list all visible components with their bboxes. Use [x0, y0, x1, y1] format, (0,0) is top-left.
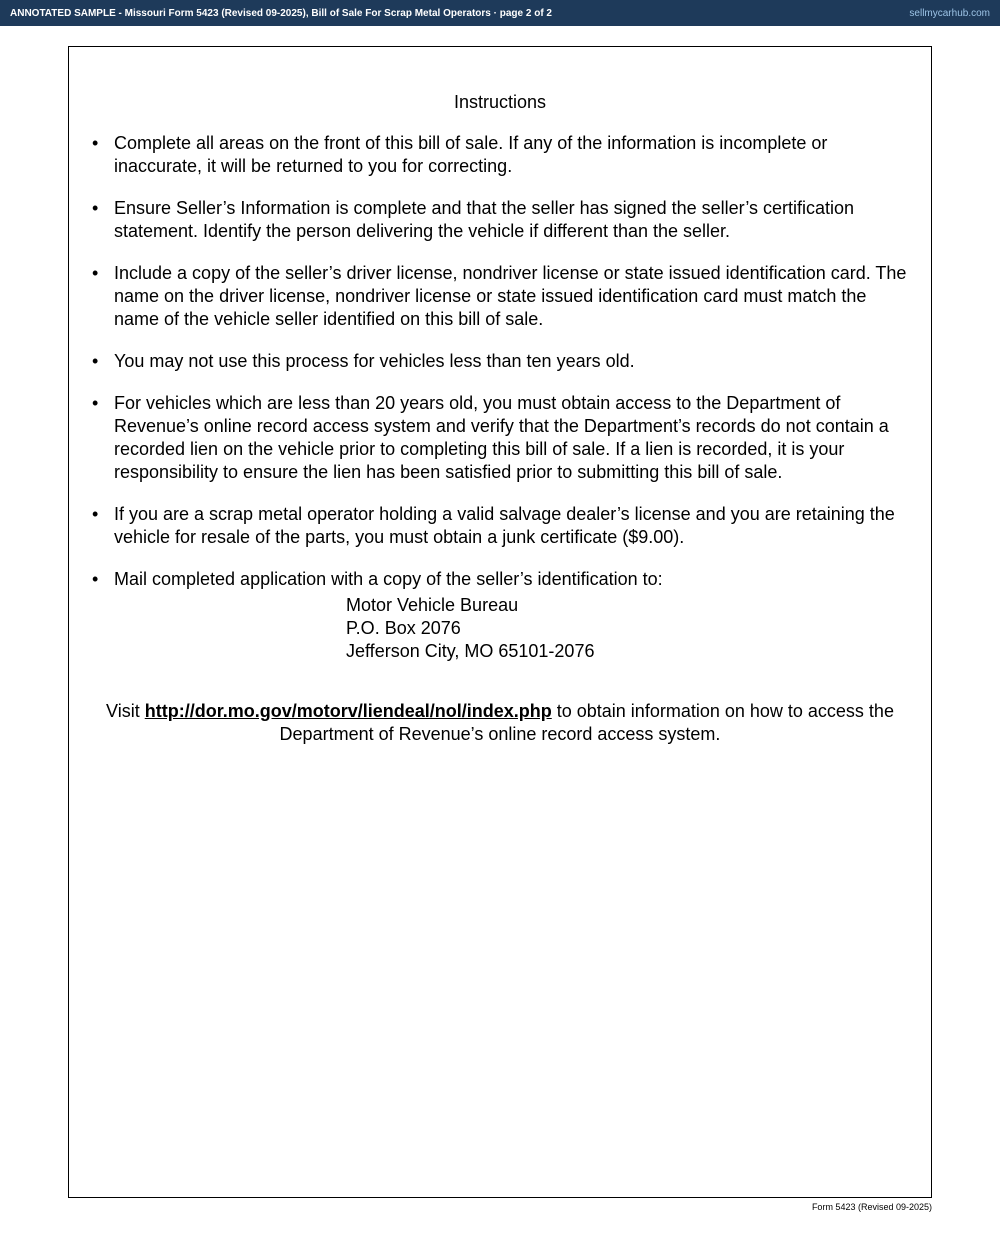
list-item	[90, 350, 910, 373]
bullet-icon: •	[92, 198, 99, 218]
list-item	[90, 392, 910, 484]
bullet-icon: •	[92, 569, 99, 589]
annotation-banner	[0, 0, 1000, 26]
instruction-text: If you are a scrap metal operator holding a valid salvage dealer’s license and you are retaining the vehicle for resale of the parts, you must obtain a junk certificate ($9.00).	[114, 504, 895, 547]
address-line-bureau: Motor Vehicle Bureau	[346, 595, 519, 615]
instruction-text: For vehicles which are less than 20 years old, you must obtain access to the Department of Revenue’s online record access system and verify that the Department’s records do not contain a recorded lien on the vehicle prior to completing this bill of sale. If a lien is recorded, it is your responsibility to ensure the lien has been satisfied prior to submitting this bill of sale.	[114, 393, 889, 482]
instruction-text: Ensure Seller’s Information is complete and that the seller has signed the seller’s certification statement. Identify the person delivering the vehicle if different than the seller.	[114, 198, 855, 241]
bullet-icon: •	[92, 263, 99, 283]
dor-website-link[interactable]: http://dor.mo.gov/motorv/liendeal/nol/index.php	[144, 701, 552, 721]
form-footer: Form 5423 (Revised 09-2025)	[811, 1202, 932, 1212]
bullet-icon: •	[92, 351, 99, 371]
mailing-address	[346, 594, 594, 663]
banner-title: ANNOTATED SAMPLE - Missouri Form 5423 (Revised 09-2025), Bill of Sale For Scrap Metal Operators · page 2 of 2	[10, 7, 552, 19]
address-line-po-box: P.O. Box 2076	[346, 618, 461, 638]
visit-prefix: Visit	[106, 701, 145, 721]
banner-site-link[interactable]: sellmycarhub.com	[909, 7, 990, 19]
bullet-icon: •	[92, 504, 99, 524]
instruction-text: Mail completed application with a copy of the seller’s identification to:	[114, 569, 663, 589]
visit-notice	[100, 700, 900, 746]
list-item	[90, 132, 910, 178]
list-item	[90, 503, 910, 549]
bullet-icon: •	[92, 393, 99, 413]
list-item	[90, 568, 910, 591]
instruction-text: You may not use this process for vehicles less than ten years old.	[114, 351, 635, 371]
list-item	[90, 197, 910, 243]
instruction-text: Include a copy of the seller’s driver license, nondriver license or state issued identification card. The name on the driver license, nondriver license or state issued identification card must match the name of the vehicle seller identified on this bill of sale.	[114, 263, 907, 329]
instructions-heading: Instructions	[453, 92, 547, 112]
bullet-icon: •	[92, 133, 99, 153]
instructions-list	[90, 132, 910, 610]
list-item	[90, 262, 910, 331]
visit-suffix: to obtain information on how to access the Department of Revenue’s online record access system.	[279, 701, 894, 744]
instruction-text: Complete all areas on the front of this bill of sale. If any of the information is incomplete or inaccurate, it will be returned to you for correcting.	[114, 133, 828, 176]
address-line-city: Jefferson City, MO 65101-2076	[346, 641, 595, 661]
